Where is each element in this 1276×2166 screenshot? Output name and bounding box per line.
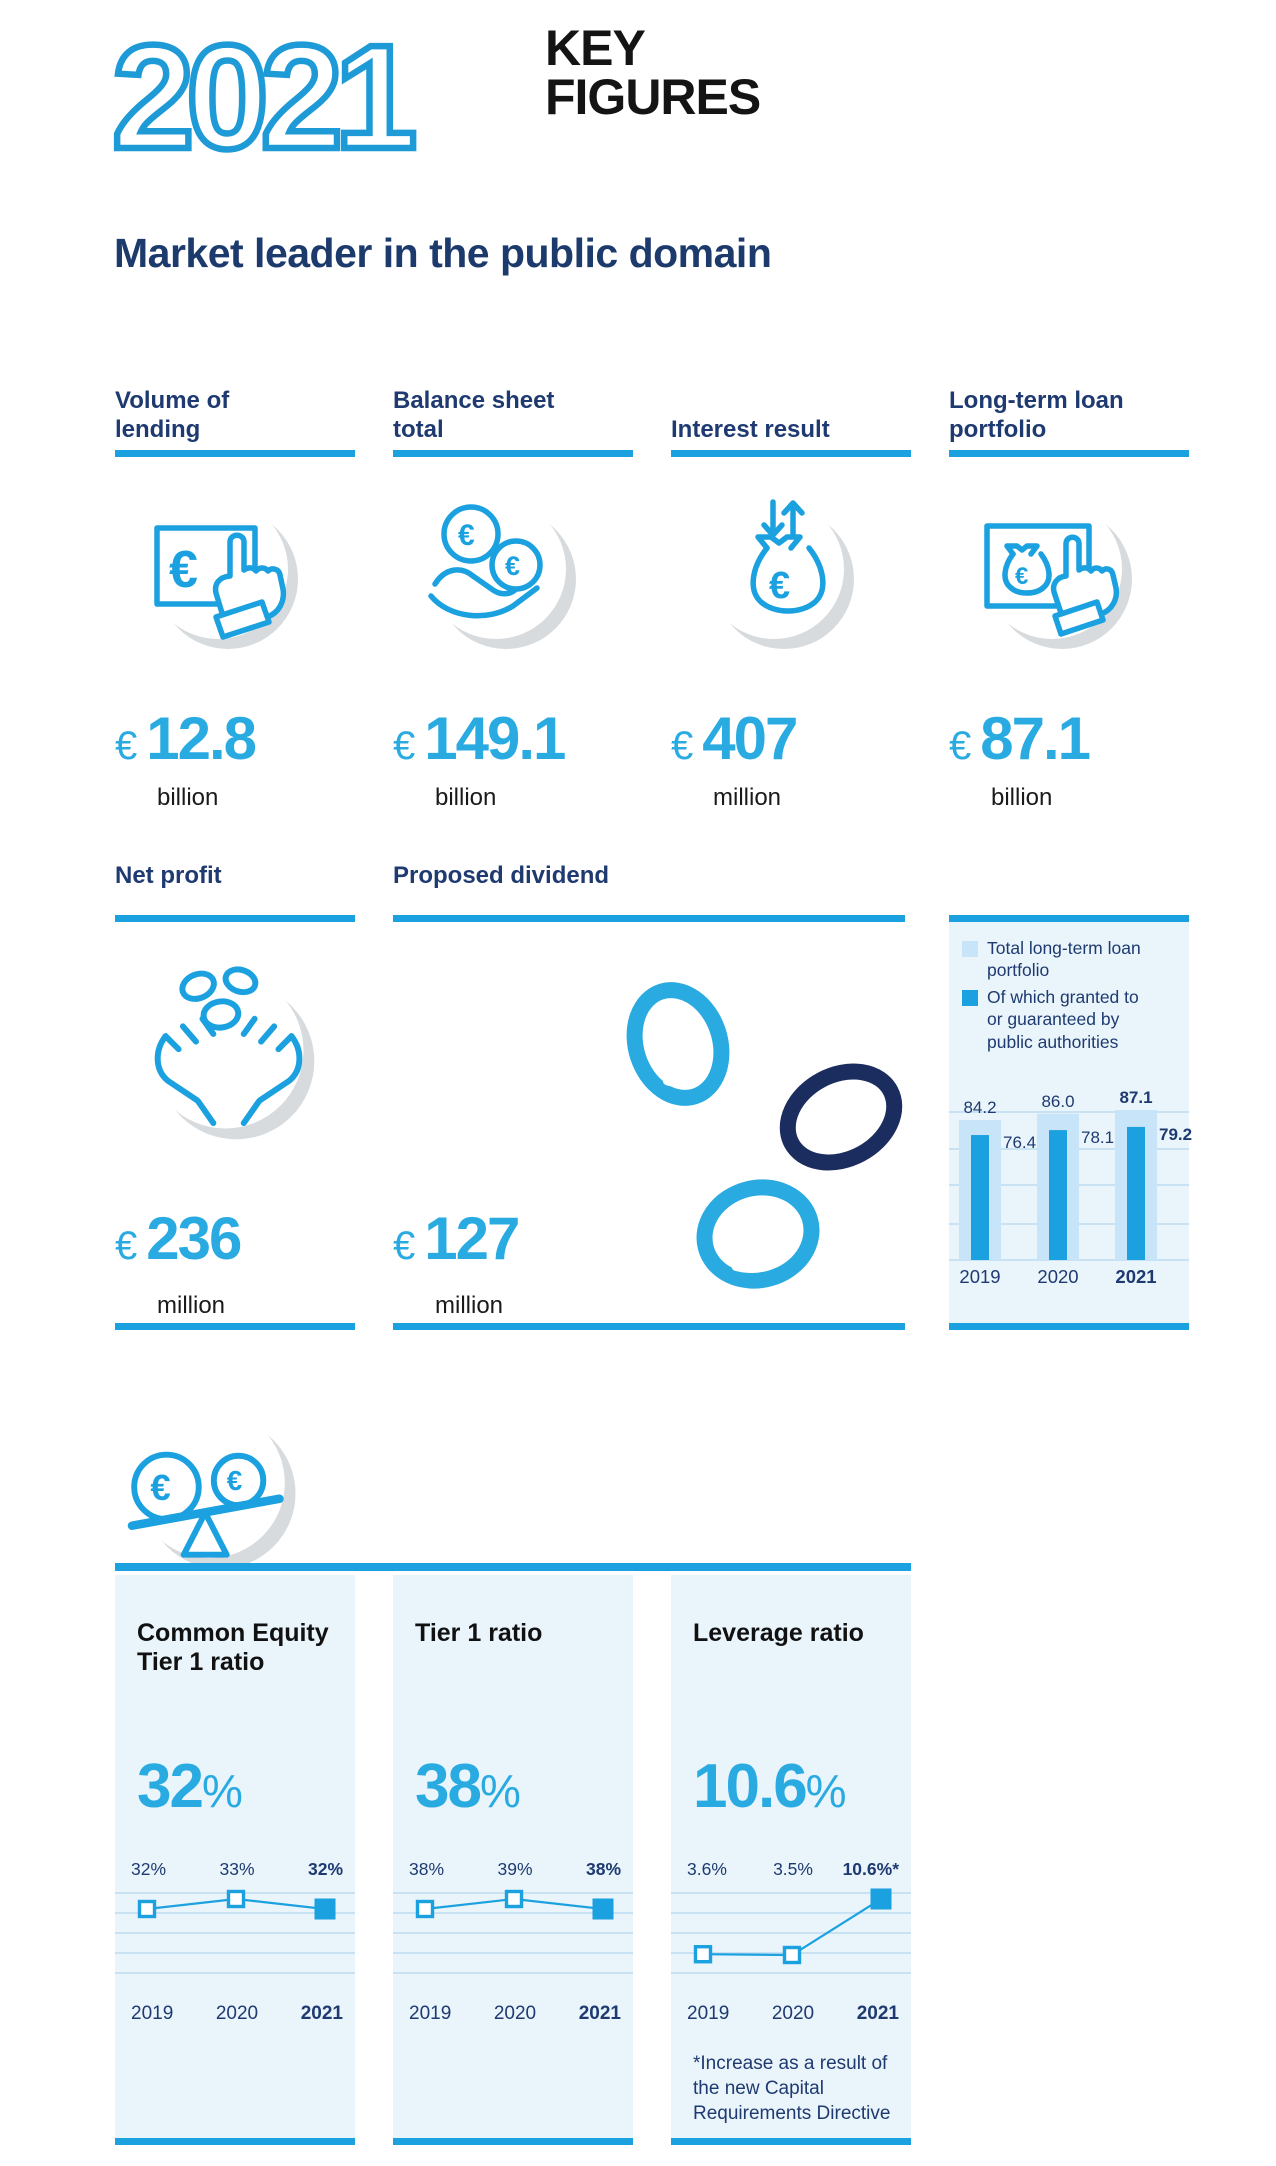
year-label: 2021 — [856, 2003, 900, 2024]
ratio-point-labels — [403, 1859, 623, 1880]
point-label: 33% — [219, 1859, 255, 1879]
divider — [949, 450, 1189, 457]
point-label: 10.6%* — [842, 1859, 900, 1879]
ratio-big-value: 10.6% — [693, 1752, 847, 1821]
year-label: 2019 — [131, 2003, 174, 2024]
euro-glyph: € — [458, 519, 475, 552]
panel-tier1-ratio — [393, 1575, 633, 2145]
year-value: 2021 — [112, 18, 410, 178]
ratio-title: Tier 1 ratio — [415, 1619, 543, 1647]
legend-item-public-authorities: Of which granted to or guaranteed by public authorities — [962, 986, 1182, 1053]
ratio-title: Common Equity Tier 1 ratio — [137, 1619, 329, 1676]
point-label: 32% — [131, 1859, 167, 1879]
panel-common-equity-tier1-ratio — [115, 1575, 355, 2145]
divider — [671, 450, 911, 457]
ratio-footnote: *Increase as a result of the new Capital Requirements Directive — [693, 2053, 891, 2125]
currency-symbol: € — [671, 724, 694, 768]
euro-glyph: € — [150, 1466, 171, 1508]
metric-unit: million — [713, 784, 782, 811]
currency-symbol: € — [393, 1224, 416, 1268]
chart-legend — [962, 937, 1182, 1057]
svg-text:76.4: 76.4 — [1003, 1133, 1037, 1153]
ratio-line-chart — [393, 1885, 633, 1994]
divider — [393, 915, 905, 922]
metric-value: € 87.1 — [949, 705, 1090, 772]
svg-text:2021: 2021 — [1115, 1266, 1157, 1287]
hand-coins-icon — [411, 484, 586, 659]
svg-text:2020: 2020 — [1037, 1266, 1079, 1287]
euro-glyph: € — [1015, 563, 1029, 590]
year-label: 2020 — [771, 2003, 815, 2024]
legend-item-total: Total long-term loan portfolio — [962, 937, 1182, 982]
year-label: 2020 — [215, 2003, 259, 2024]
balance-scale-coins-icon — [112, 1388, 307, 1573]
euro-glyph: € — [505, 551, 521, 581]
loan-portfolio-chart-panel — [949, 915, 1193, 1330]
panel-leverage-ratio — [671, 1575, 911, 2145]
year-label: 2021 — [300, 2003, 344, 2024]
svg-text:79.2: 79.2 — [1159, 1124, 1193, 1144]
falling-coins-icon — [598, 952, 918, 1304]
proposed-dividend-value: € 127 — [393, 1205, 519, 1272]
panel-bottom-bar — [671, 2138, 911, 2145]
point-label: 3.5% — [773, 1859, 813, 1879]
svg-text:78.1: 78.1 — [1081, 1128, 1115, 1148]
point-label: 3.6% — [687, 1859, 727, 1879]
net-profit-unit: million — [157, 1292, 226, 1319]
year-label: 2021 — [578, 2003, 622, 2024]
point-label: 38% — [409, 1859, 445, 1879]
divider — [393, 1323, 905, 1330]
svg-text:84.2: 84.2 — [963, 1098, 997, 1118]
euro-card-hand-icon — [133, 484, 308, 659]
currency-symbol: € — [393, 724, 416, 768]
ratio-big-value: 38% — [415, 1752, 521, 1821]
year-outline-text — [108, 18, 558, 178]
panel-top-bar — [949, 915, 1189, 922]
divider — [115, 450, 355, 457]
metric-label: Balance sheet total — [393, 387, 555, 443]
metric-value: € 407 — [671, 705, 797, 772]
svg-text:86.0: 86.0 — [1041, 1091, 1075, 1111]
metric-label: Long-term loan portfolio — [949, 387, 1124, 443]
year-label: 2019 — [409, 2003, 452, 2024]
svg-text:87.1: 87.1 — [1119, 1088, 1153, 1108]
metric-label: Interest result — [671, 415, 830, 443]
euro-glyph: € — [169, 541, 198, 599]
money-bag-arrows-icon — [689, 484, 864, 659]
ratio-year-labels — [125, 2003, 345, 2025]
ratio-year-labels — [681, 2003, 901, 2025]
card-money-bag-hand-icon — [967, 484, 1142, 659]
panel-bottom-bar — [115, 2138, 355, 2145]
point-label: 38% — [585, 1859, 622, 1879]
euro-glyph: € — [226, 1465, 243, 1497]
metric-value: € 12.8 — [115, 705, 256, 772]
ratio-point-labels — [125, 1859, 345, 1880]
point-label: 39% — [497, 1859, 533, 1879]
ratio-line-chart — [115, 1885, 355, 1994]
metric-unit: billion — [991, 784, 1053, 811]
hands-catching-coins-icon — [133, 958, 323, 1148]
divider — [115, 915, 355, 922]
page-title: KEY FIGURES — [545, 20, 761, 125]
net-profit-value: € 236 — [115, 1205, 241, 1272]
currency-symbol: € — [949, 724, 972, 768]
svg-text:2019: 2019 — [959, 1266, 1001, 1287]
point-label: 32% — [307, 1859, 344, 1879]
ratio-year-labels — [403, 2003, 623, 2025]
ratio-big-value: 32% — [137, 1752, 243, 1821]
ratio-point-labels — [681, 1859, 901, 1880]
ratio-title: Leverage ratio — [693, 1619, 864, 1647]
metric-value: € 149.1 — [393, 705, 565, 772]
panel-bottom-bar — [393, 2138, 633, 2145]
proposed-dividend-unit: million — [435, 1292, 504, 1319]
metric-unit: billion — [435, 784, 497, 811]
metric-label: Volume of lending — [115, 387, 230, 443]
ratio-section-top-bar — [115, 1563, 911, 1571]
proposed-dividend-label: Proposed dividend — [393, 862, 610, 889]
loan-portfolio-bar-chart — [949, 1088, 1193, 1330]
divider — [393, 450, 633, 457]
currency-symbol: € — [115, 1224, 138, 1268]
year-label: 2019 — [687, 2003, 730, 2024]
metric-unit: billion — [157, 784, 219, 811]
net-profit-label: Net profit — [115, 862, 222, 889]
year-label: 2020 — [493, 2003, 537, 2024]
legend-swatch-light — [962, 941, 978, 957]
euro-glyph: € — [769, 565, 791, 607]
legend-swatch-dark — [962, 990, 978, 1006]
panel-bottom-bar — [949, 1323, 1189, 1330]
page-subtitle: Market leader in the public domain — [114, 230, 772, 276]
ratio-line-chart — [671, 1885, 911, 1994]
currency-symbol: € — [115, 724, 138, 768]
divider — [115, 1323, 355, 1330]
